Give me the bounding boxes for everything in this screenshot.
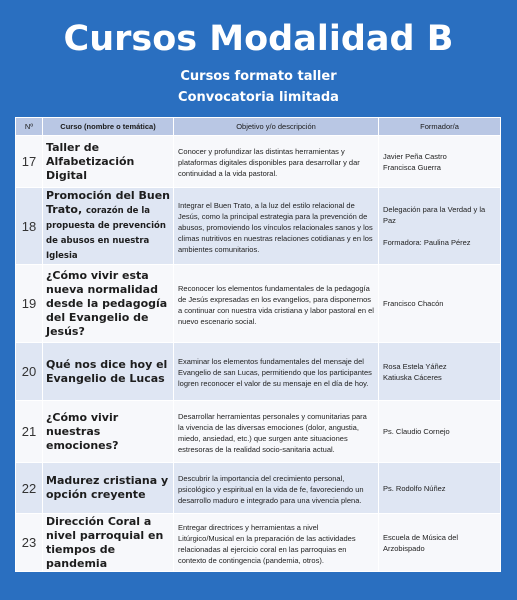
subtitle-format: Cursos formato taller — [180, 69, 337, 84]
course-description: Desarrollar herramientas personales y comunitarias para la vivencia de las diversas emociones (dolor, angustia, miedo, ansiedad, etc.) que surgen ante situaciones estresoras de la realidad socio-sanitaria actual. — [174, 401, 379, 463]
table-row — [16, 136, 501, 188]
trainer-name: Ps. Rodolfo Núñez — [383, 483, 446, 493]
table-row — [16, 265, 501, 343]
course-trainer — [379, 401, 501, 463]
course-description: Conocer y profundizar las distintas herramientas y plataformas digitales disponibles para desarrollar y dar continuidad a la vida pastoral. — [174, 136, 379, 188]
trainer-name: Javier Peña Castro — [383, 151, 447, 161]
course-trainer — [379, 514, 501, 572]
course-number: 18 — [16, 188, 43, 265]
course-trainer — [379, 463, 501, 514]
subtitle-limited: Convocatoria limitada — [178, 90, 339, 105]
course-number: 23 — [16, 514, 43, 572]
course-name: Qué nos dice hoy el Evangelio de Lucas — [43, 343, 174, 401]
trainer-name: Francisco Chacón — [383, 299, 444, 308]
course-name — [43, 188, 174, 265]
course-trainer — [379, 136, 501, 188]
course-description: Descubrir la importancia del crecimiento personal, psicológico y espiritual en la vida de fe, favoreciendo un desarrollo maduro e integrado para una vivencia plena. — [174, 463, 379, 514]
trainer-name: Rosa Estela Yáñez — [383, 361, 447, 371]
course-description: Reconocer los elementos fundamentales de la pedagogía de Jesús expresadas en los evangelios, para disponernos a continuar con nuestra vida cristiana y labor pastoral en el nuevo escenario social. — [174, 265, 379, 343]
table-row — [16, 463, 501, 514]
course-name-main: Promoción del Buen Trato, — [46, 189, 171, 216]
column-header-trainer: Formador/a — [379, 118, 501, 136]
trainer-name: Formadora: Paulina Pérez — [383, 238, 471, 247]
table-row — [16, 401, 501, 463]
course-name: ¿Cómo vivir nuestras emociones? — [43, 401, 174, 463]
table-header-row — [16, 118, 501, 136]
page-title: Cursos Modalidad B — [63, 19, 454, 59]
course-name: Dirección Coral a nivel parroquial en tiempos de pandemia — [43, 514, 174, 572]
course-description: Examinar los elementos fundamentales del mensaje del Evangelio de san Lucas, permitiendo que los participantes logren reconocer el valor de su mensaje en el día de hoy. — [174, 343, 379, 401]
course-number: 17 — [16, 136, 43, 188]
table-row — [16, 514, 501, 572]
course-number: 19 — [16, 265, 43, 343]
courses-table — [15, 117, 501, 572]
course-name: ¿Cómo vivir esta nueva normalidad desde la pedagogía del Evangelio de Jesús? — [43, 265, 174, 343]
course-trainer — [379, 265, 501, 343]
trainer-name: Escuela de Música del Arzobispado — [383, 532, 459, 553]
course-number: 22 — [16, 463, 43, 514]
course-number: 21 — [16, 401, 43, 463]
trainer-name: Delegación para la Verdad y la Paz — [383, 205, 486, 225]
table-row — [16, 343, 501, 401]
trainer-name: Ps. Claudio Cornejo — [383, 427, 450, 436]
table-row — [16, 188, 501, 265]
course-name: Madurez cristiana y opción creyente — [43, 463, 174, 514]
course-name: Taller de Alfabetización Digital — [43, 136, 174, 188]
course-trainer — [379, 343, 501, 401]
course-trainer — [379, 188, 501, 265]
column-header-description: Objetivo y/o descripción — [174, 118, 379, 136]
course-description: Integrar el Buen Trato, a la luz del estilo relacional de Jesús, como la principal estrategia para la prevención de abusos, promoviendo los vínculos relacionales sanos y los climas nutritivos en nuestras relaciones cotidianas y en los ambientes comunitarios. — [174, 188, 379, 265]
course-number: 20 — [16, 343, 43, 401]
trainer-name: Francisca Guerra — [383, 162, 441, 172]
trainer-spacer — [383, 226, 496, 237]
course-name-detail: corazón de la propuesta de prevención de abusos en nuestra Iglesia — [46, 206, 166, 261]
column-header-course: Curso (nombre o temática) — [43, 118, 174, 136]
trainer-name: Katiuska Cáceres — [383, 372, 442, 382]
column-header-number: Nº — [16, 118, 43, 136]
course-description: Entregar directrices y herramientas a nivel Litúrgico/Musical en la preparación de las actividades relacionadas al ejercicio coral en las parroquias en contexto de contingencia (pandemia, otros). — [174, 514, 379, 572]
